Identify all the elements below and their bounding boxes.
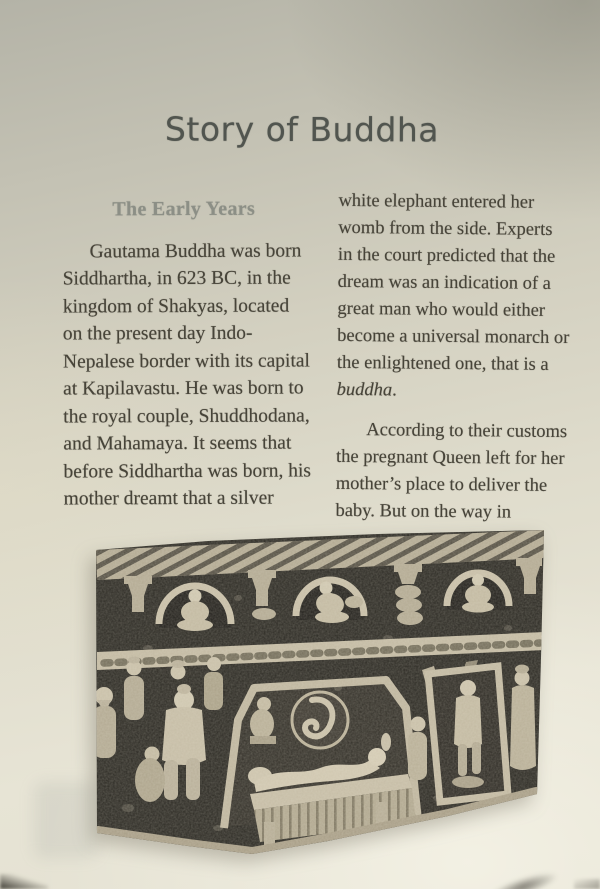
left-column — [62, 195, 312, 513]
gandhara-relief-photo — [88, 528, 548, 858]
right-column-paragraph-1 — [337, 188, 572, 406]
right-column-paragraph-2: According to their customs the pregnant Queen left for her mother’s place to deliver the baby. But on the way in — [335, 420, 568, 523]
gandhara-relief-figure — [88, 528, 548, 858]
paragraph-1-period: . — [392, 380, 397, 401]
right-column — [335, 188, 571, 527]
left-column-paragraph: Gautama Buddha was born Siddhartha, in 623 BC, in the kingdom of Shakyas, located on the present day Indo-Nepalese border with its capital at Kapilavastu. He was born to the royal couple, Shuddhodana, and Mahamaya. It seems that before Siddhartha was born, his mother dreamt that a silver — [62, 240, 312, 510]
page-edge-shadow-bottom-left — [0, 874, 48, 889]
italic-word-buddha: buddha — [336, 379, 393, 401]
page-title: Story of Buddha — [164, 109, 440, 150]
page-edge-shadow-bottom-right — [574, 879, 600, 889]
paragraph-1-text: white elephant entered her womb from the side. Experts in the court predicted that the dream was an indication of a great man who would either become a universal monarch or the enlightened one, that is a — [336, 190, 570, 375]
section-heading: The Early Years — [112, 197, 256, 221]
page-edge-shadow-bottom-middle — [485, 867, 561, 889]
film-grain-overlay — [88, 528, 548, 858]
